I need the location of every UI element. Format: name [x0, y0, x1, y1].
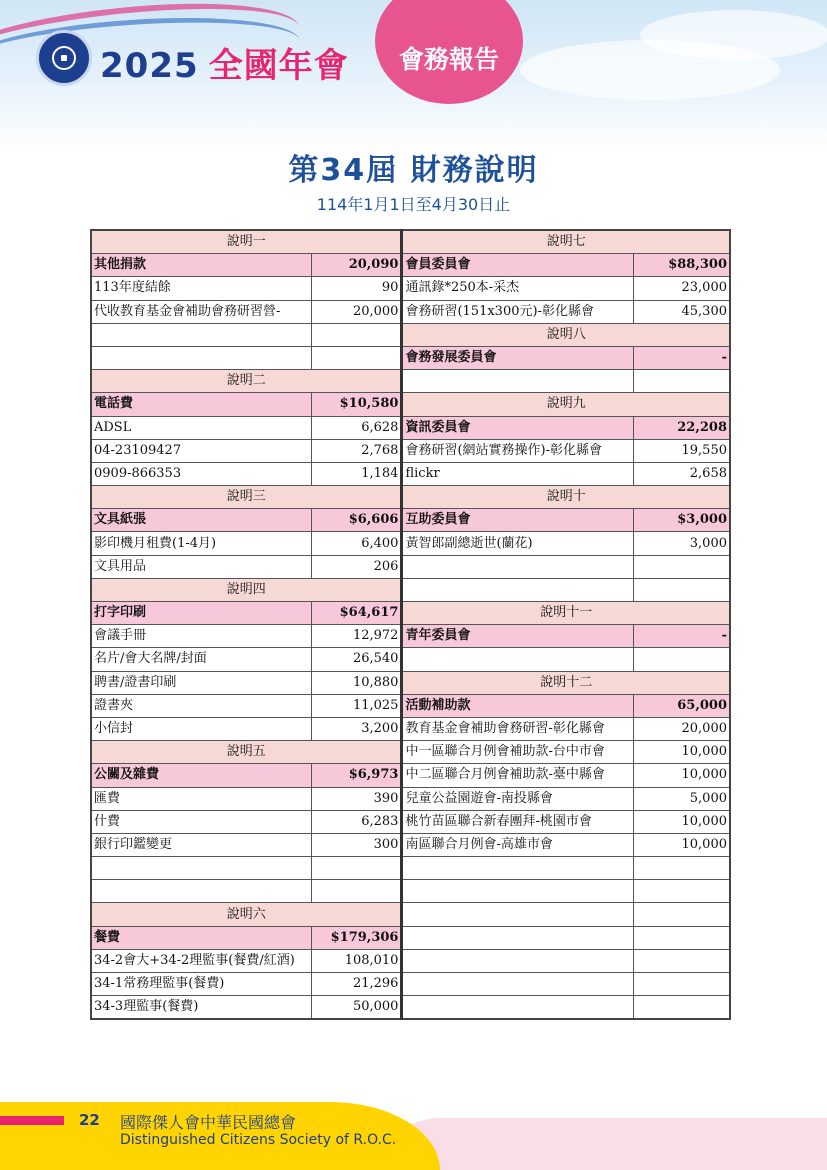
table-row [91, 949, 730, 972]
category-total-cell: 公關及雜費 [91, 764, 312, 787]
category-total-cell: - [634, 625, 730, 648]
section-header-cell: 說明十 [402, 486, 730, 509]
table-row [91, 602, 730, 625]
page-number: 22 [79, 1111, 100, 1129]
table-cell [312, 346, 402, 369]
table-row [91, 230, 730, 254]
category-total-cell: 餐費 [91, 926, 312, 949]
table-cell [402, 880, 634, 903]
table-cell: 文具用品 [91, 555, 312, 578]
table-row [91, 764, 730, 787]
table-cell [634, 926, 730, 949]
table-cell [402, 996, 634, 1020]
category-total-cell: 青年委員會 [402, 625, 634, 648]
table-cell: 206 [312, 555, 402, 578]
header-year: 2025 [100, 46, 199, 86]
table-row [91, 416, 730, 439]
section-header-cell: 說明十一 [402, 602, 730, 625]
table-cell: 3,000 [634, 532, 730, 555]
table-row [91, 671, 730, 694]
table-cell: 20,000 [634, 717, 730, 740]
category-total-cell: 會務發展委員會 [402, 346, 634, 369]
table-cell: 匯費 [91, 787, 312, 810]
category-total-cell: 電話費 [91, 393, 312, 416]
finance-table-body [91, 230, 730, 1019]
table-cell: 名片/會大名牌/封面 [91, 648, 312, 671]
table-cell: 影印機月租費(1-4月) [91, 532, 312, 555]
society-logo [36, 30, 92, 86]
table-row [91, 810, 730, 833]
table-cell: 1,184 [312, 462, 402, 485]
table-row [91, 741, 730, 764]
section-header-cell: 說明六 [91, 903, 402, 926]
section-header-cell: 說明三 [91, 486, 402, 509]
section-header-cell: 說明七 [402, 230, 730, 254]
page-subtitle: 114年1月1日至4月30日止 [316, 195, 511, 214]
table-cell: 2,658 [634, 462, 730, 485]
table-cell: 90 [312, 277, 402, 300]
table-row [91, 277, 730, 300]
table-cell: 會議手冊 [91, 625, 312, 648]
table-row [91, 346, 730, 369]
page-title: 第34屆 財務說明 [288, 153, 539, 188]
table-cell: 聘書/證書印刷 [91, 671, 312, 694]
table-row [91, 787, 730, 810]
table-cell [312, 323, 402, 346]
category-total-cell: - [634, 346, 730, 369]
table-cell: 會務研習(151x300元)-彰化縣會 [402, 300, 634, 323]
table-cell: 12,972 [312, 625, 402, 648]
table-cell: 小信封 [91, 717, 312, 740]
table-cell [402, 949, 634, 972]
category-total-cell: 22,208 [634, 416, 730, 439]
section-badge-label: 會務報告 [398, 45, 499, 74]
table-cell [91, 323, 312, 346]
footer-org-english: Distinguished Citizens Society of R.O.C. [120, 1132, 397, 1148]
table-row [91, 625, 730, 648]
table-cell: 銀行印鑑變更 [91, 833, 312, 856]
table-cell: 19,550 [634, 439, 730, 462]
table-cell [91, 346, 312, 369]
category-total-cell: $179,306 [312, 926, 402, 949]
table-cell [402, 648, 634, 671]
logo-emblem-center [61, 55, 67, 61]
table-cell [634, 880, 730, 903]
section-header-cell: 說明一 [91, 230, 402, 254]
table-cell: 會務研習(網站實務操作)-彰化縣會 [402, 439, 634, 462]
section-header-cell: 說明九 [402, 393, 730, 416]
table-cell: 26,540 [312, 648, 402, 671]
section-header-cell: 說明十二 [402, 671, 730, 694]
table-cell: 10,000 [634, 810, 730, 833]
header-cloud [640, 10, 827, 60]
table-cell [634, 903, 730, 926]
category-total-cell: 20,090 [312, 254, 402, 277]
table-cell [634, 648, 730, 671]
table-cell: 300 [312, 833, 402, 856]
table-cell: 中一區聯合月例會補助款-台中市會 [402, 741, 634, 764]
table-row [91, 300, 730, 323]
table-cell: 45,300 [634, 300, 730, 323]
table-cell: 6,400 [312, 532, 402, 555]
table-row [91, 486, 730, 509]
table-row [91, 393, 730, 416]
table-row [91, 903, 730, 926]
table-cell: 390 [312, 787, 402, 810]
table-cell: 5,000 [634, 787, 730, 810]
category-total-cell: 會員委員會 [402, 254, 634, 277]
table-cell [402, 578, 634, 601]
table-cell: 南區聯合月例會-高雄市會 [402, 833, 634, 856]
footer-org-chinese: 國際傑人會中華民國總會 [120, 1113, 297, 1132]
table-cell [312, 857, 402, 880]
table-cell: 教育基金會補助會務研習-彰化縣會 [402, 717, 634, 740]
table-cell [402, 926, 634, 949]
table-row [91, 833, 730, 856]
table-row [91, 509, 730, 532]
table-cell: ADSL [91, 416, 312, 439]
table-cell: 6,628 [312, 416, 402, 439]
table-cell: 黃智郎副總逝世(蘭花) [402, 532, 634, 555]
table-cell: 代收教育基金會補助會務研習營- [91, 300, 312, 323]
table-row [91, 648, 730, 671]
table-cell [634, 578, 730, 601]
table-cell: 6,283 [312, 810, 402, 833]
table-cell [634, 857, 730, 880]
table-cell: 04-23109427 [91, 439, 312, 462]
category-total-cell: 資訊委員會 [402, 416, 634, 439]
table-row [91, 462, 730, 485]
table-cell [634, 370, 730, 393]
category-total-cell: 文具紙張 [91, 509, 312, 532]
table-cell: 34-3理監事(餐費) [91, 996, 312, 1020]
table-cell: 2,768 [312, 439, 402, 462]
table-cell: 34-1常務理監事(餐費) [91, 973, 312, 996]
table-cell: flickr [402, 462, 634, 485]
section-header-cell: 說明五 [91, 741, 402, 764]
table-cell: 通訊錄*250本-采杰 [402, 277, 634, 300]
table-row [91, 880, 730, 903]
category-total-cell: $64,617 [312, 602, 402, 625]
category-total-cell: $6,973 [312, 764, 402, 787]
table-cell: 34-2會大+34-2理監事(餐費/紅酒) [91, 949, 312, 972]
table-cell: 50,000 [312, 996, 402, 1020]
finance-table [90, 229, 731, 1020]
table-row [91, 555, 730, 578]
table-cell: 11,025 [312, 694, 402, 717]
section-header-cell: 說明八 [402, 323, 730, 346]
table-row [91, 370, 730, 393]
category-total-cell: 65,000 [634, 694, 730, 717]
category-total-cell: $10,580 [312, 393, 402, 416]
table-cell: 21,296 [312, 973, 402, 996]
table-row [91, 857, 730, 880]
table-cell: 20,000 [312, 300, 402, 323]
table-cell [634, 555, 730, 578]
table-cell [402, 903, 634, 926]
table-cell [91, 880, 312, 903]
category-total-cell: $88,300 [634, 254, 730, 277]
table-cell: 桃竹苗區聯合新春團拜-桃園市會 [402, 810, 634, 833]
table-cell: 113年度結餘 [91, 277, 312, 300]
header-event-title [100, 38, 349, 87]
table-row [91, 323, 730, 346]
table-cell: 什費 [91, 810, 312, 833]
category-total-cell: 其他捐款 [91, 254, 312, 277]
table-cell: 10,000 [634, 833, 730, 856]
table-cell [634, 996, 730, 1020]
table-row [91, 578, 730, 601]
table-row [91, 926, 730, 949]
header-event: 全國年會 [208, 46, 349, 86]
category-total-cell: $6,606 [312, 509, 402, 532]
table-cell [402, 555, 634, 578]
table-row [91, 439, 730, 462]
table-cell: 10,000 [634, 741, 730, 764]
table-row [91, 973, 730, 996]
table-cell: 10,000 [634, 764, 730, 787]
table-cell [634, 973, 730, 996]
table-cell: 兒童公益園遊會-南投縣會 [402, 787, 634, 810]
table-row [91, 532, 730, 555]
table-cell: 108,010 [312, 949, 402, 972]
section-header-cell: 說明四 [91, 578, 402, 601]
footer-pink-band [380, 1118, 827, 1170]
table-cell: 3,200 [312, 717, 402, 740]
table-cell [402, 973, 634, 996]
category-total-cell: $3,000 [634, 509, 730, 532]
footer-accent-bar [0, 1116, 64, 1125]
table-row [91, 996, 730, 1020]
table-cell [402, 370, 634, 393]
table-cell [634, 949, 730, 972]
table-cell: 10,880 [312, 671, 402, 694]
table-cell: 證書夾 [91, 694, 312, 717]
category-total-cell: 打字印刷 [91, 602, 312, 625]
category-total-cell: 活動補助款 [402, 694, 634, 717]
table-cell: 中二區聯合月例會補助款-臺中縣會 [402, 764, 634, 787]
table-cell [312, 880, 402, 903]
table-row [91, 717, 730, 740]
table-cell: 23,000 [634, 277, 730, 300]
category-total-cell: 互助委員會 [402, 509, 634, 532]
table-row [91, 694, 730, 717]
table-row [91, 254, 730, 277]
logo-emblem [52, 46, 76, 70]
table-cell [91, 857, 312, 880]
table-cell [402, 857, 634, 880]
section-header-cell: 說明二 [91, 370, 402, 393]
table-cell: 0909-866353 [91, 462, 312, 485]
